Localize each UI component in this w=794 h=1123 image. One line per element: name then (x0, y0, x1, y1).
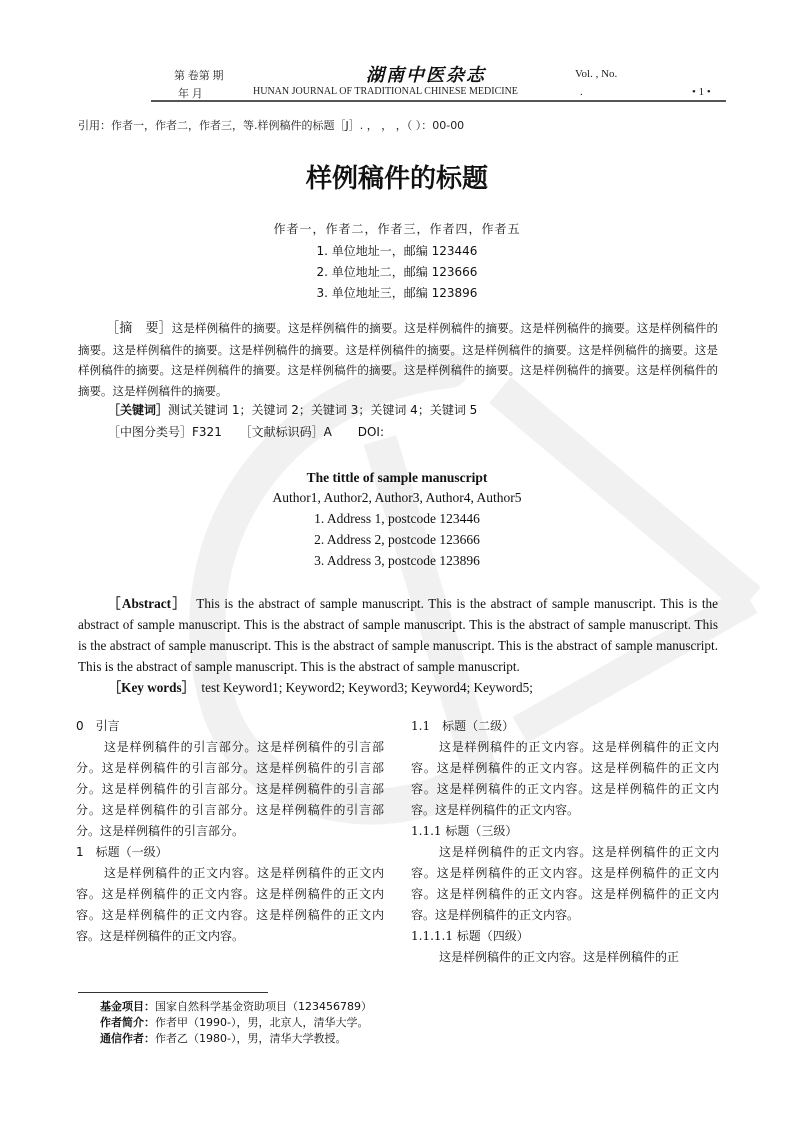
abstract-en-text: This is the abstract of sample manuscript. This is the abstract of sample manuscript. This is the abstract of sample manuscript. This is the abstract of sample manuscript. This is the abstract of sample manuscript. This is the abstract of sample manuscript. This is the abstract of sample manuscript. This is the abstract of sample manuscript. This is the abstract of sample manuscript. This is the abstract of sample manuscript. (78, 596, 719, 674)
footnote-rule (78, 992, 268, 993)
doc-code-value: A (323, 425, 332, 439)
section-heading-1-1-1-1: 1.1.1.1 标题（四级） (411, 929, 529, 943)
affiliation-en-3: 3. Address 3, postcode 123896 (314, 553, 480, 568)
citation-line: 引用：作者一，作者二，作者三，等.样例稿件的标题［J］. ， ， ，（ ）：00-00 (78, 119, 465, 132)
clc-label: ［中图分类号］ (108, 425, 193, 439)
footnote-corr-text: 作者乙（1980-），男，清华大学教授。 (155, 1032, 347, 1045)
section-heading-0: 0 引言 (76, 719, 120, 733)
affiliation-en-1: 1. Address 1, postcode 123446 (314, 511, 480, 526)
abstract-en (78, 593, 718, 677)
section-heading-1-1: 1.1 标题（二级） (411, 719, 515, 733)
abstract-cn-text: 这是样例稿件的摘要。这是样例稿件的摘要。这是样例稿件的摘要。这是样例稿件的摘要。这是样例稿件的摘要。这是样例稿件的摘要。这是样例稿件的摘要。这是样例稿件的摘要。这是样例稿件的摘要。这是样例稿件的摘要。这是样例稿件的摘要。这是样例稿件的摘要。这是样例稿件的摘要。这是样例稿件的摘要。这是样例稿件的摘要。这是样例稿件的摘要。这是样例稿件的摘要。 (78, 321, 718, 398)
authors-cn: 作者一，作者二，作者三，作者四，作者五 (273, 222, 521, 236)
body-right-column (411, 716, 719, 968)
affiliation-cn-3: 3. 单位地址三，邮编 123896 (316, 286, 478, 300)
footnote-corr-label: 通信作者： (100, 1032, 155, 1045)
abstract-cn (78, 318, 718, 401)
affiliation-cn-1: 1. 单位地址一，邮编 123446 (316, 244, 478, 258)
title-en: The tittle of sample manuscript (306, 470, 488, 485)
keywords-en-label: ［Key words］ (108, 680, 195, 695)
footnote-funding-text: 国家自然科学基金资助项目（123456789） (155, 1000, 372, 1013)
abstract-en-label: ［Abstract］ (106, 596, 187, 611)
footnote-corresponding (100, 1031, 346, 1047)
doi-label: DOI: (357, 425, 384, 439)
section-text-1-1-1: 这是样例稿件的正文内容。这是样例稿件的正文内容。这是样例稿件的正文内容。这是样例稿件的正文内容。这是样例稿件的正文内容。这是样例稿件的正文内容。这是样例稿件的正文内容。 (411, 845, 719, 922)
affiliation-cn-2: 2. 单位地址二，邮编 123666 (316, 265, 478, 279)
doc-code-label: ［文献标识码］ (239, 425, 324, 439)
clc-value: F321 (192, 425, 222, 439)
affiliation-en-2: 2. Address 2, postcode 123666 (314, 532, 480, 547)
header-dot: . (580, 86, 583, 98)
issue-info: 第 卷第 期 (174, 70, 224, 82)
page-title: 样例稿件的标题 (305, 164, 488, 194)
classification-line (108, 423, 384, 440)
section-heading-1-1-1: 1.1.1 标题（三级） (411, 824, 518, 838)
section-heading-1: 1 标题（一级） (76, 845, 168, 859)
footnote-bio-text: 作者甲（1990-），男，北京人，清华大学。 (155, 1016, 369, 1029)
keywords-en-text: test Keyword1; Keyword2; Keyword3; Keyword4; Keyword5; (201, 680, 533, 695)
footnote-funding-label: 基金项目： (100, 1000, 155, 1013)
page-number: • 1 • (692, 86, 711, 98)
year-month: 年 月 (178, 88, 203, 100)
abstract-cn-label: ［摘 要］ (106, 321, 172, 336)
footnote-author-bio (100, 1015, 368, 1031)
journal-logo: 湖南中医杂志 (366, 65, 486, 86)
body-left-column (76, 716, 384, 947)
section-text-1: 这是样例稿件的正文内容。这是样例稿件的正文内容。这是样例稿件的正文内容。这是样例稿件的正文内容。这是样例稿件的正文内容。这是样例稿件的正文内容。这是样例稿件的正文内容。 (76, 866, 384, 943)
keywords-cn-text: 测试关键词 1；关键词 2；关键词 3；关键词 4；关键词 5 (168, 403, 478, 417)
keywords-en (108, 677, 533, 696)
footnote-bio-label: 作者简介： (100, 1016, 155, 1029)
header-rule (151, 100, 726, 102)
section-text-1-1-1-1: 这是样例稿件的正文内容。这是样例稿件的正 (439, 950, 680, 964)
keywords-cn-label: ［关键词］ (108, 403, 169, 417)
section-text-0: 这是样例稿件的引言部分。这是样例稿件的引言部分。这是样例稿件的引言部分。这是样例稿件的引言部分。这是样例稿件的引言部分。这是样例稿件的引言部分。这是样例稿件的引言部分。这是样例稿件的引言部分。这是样例稿件的引言部分。 (76, 740, 384, 838)
journal-name-en: HUNAN JOURNAL OF TRADITIONAL CHINESE MEDICINE (253, 86, 518, 97)
section-text-1-1: 这是样例稿件的正文内容。这是样例稿件的正文内容。这是样例稿件的正文内容。这是样例稿件的正文内容。这是样例稿件的正文内容。这是样例稿件的正文内容。这是样例稿件的正文内容。 (411, 740, 719, 817)
keywords-cn (108, 401, 477, 418)
footnote-funding (100, 999, 372, 1015)
volume-number: Vol. , No. (575, 68, 618, 80)
authors-en: Author1, Author2, Author3, Author4, Author5 (272, 490, 522, 505)
